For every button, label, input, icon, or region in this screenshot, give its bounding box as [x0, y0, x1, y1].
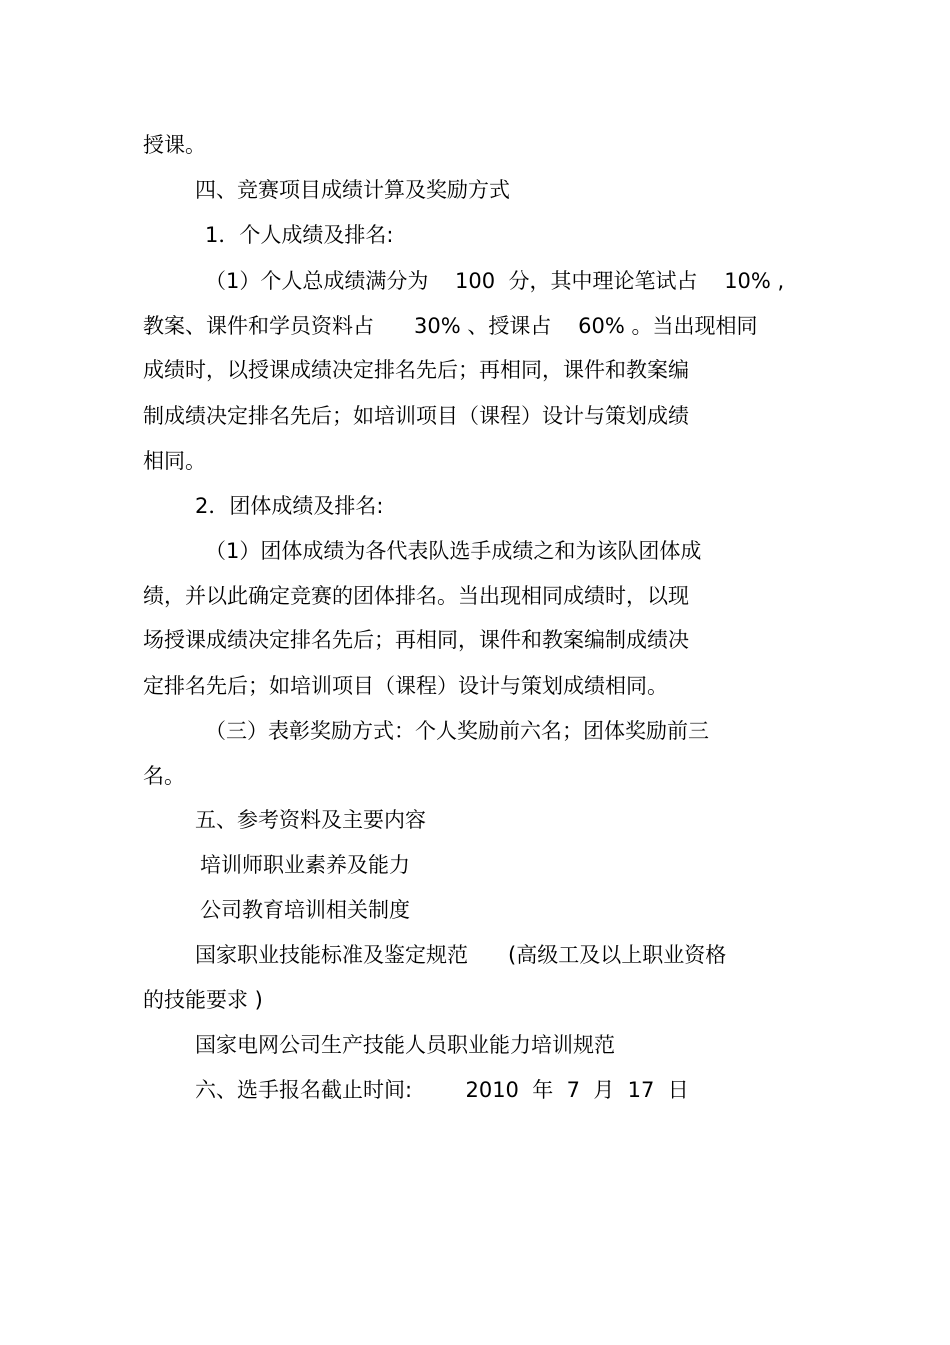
section-heading: 四、竞赛项目成绩计算及奖励方式	[195, 178, 510, 202]
paragraph-line: 场授课成绩决定排名先后；再相同，课件和教案编制成绩决	[143, 628, 689, 652]
subsection-heading: 2．团体成绩及排名:	[195, 494, 384, 518]
list-item: 国家职业技能标准及鉴定规范 (高级工及以上职业资格	[195, 943, 727, 967]
paragraph-line: （1）个人总成绩满分为 100 分，其中理论笔试占 10% ,	[205, 269, 785, 293]
paragraph-line: （1）团体成绩为各代表队选手成绩之和为该队团体成	[205, 539, 702, 563]
paragraph-line: 授课。	[143, 133, 206, 157]
section-heading: 六、选手报名截止时间: 2010 年 7 月 17 日	[195, 1078, 689, 1102]
paragraph-line: 制成绩决定排名先后；如培训项目（课程）设计与策划成绩	[143, 404, 689, 428]
paragraph-line: 绩，并以此确定竞赛的团体排名。当出现相同成绩时，以现	[143, 584, 689, 608]
list-item-continuation: 的技能要求 )	[143, 988, 263, 1012]
list-item: 公司教育培训相关制度	[200, 898, 410, 922]
paragraph-line: （三）表彰奖励方式：个人奖励前六名；团体奖励前三	[205, 719, 709, 743]
list-item: 培训师职业素养及能力	[200, 853, 410, 877]
paragraph-line: 定排名先后；如培训项目（课程）设计与策划成绩相同。	[143, 674, 668, 698]
subsection-heading: 1．个人成绩及排名:	[205, 223, 394, 247]
paragraph-line: 名。	[143, 764, 185, 788]
paragraph-line: 成绩时，以授课成绩决定排名先后；再相同，课件和教案编	[143, 358, 689, 382]
list-item: 国家电网公司生产技能人员职业能力培训规范	[195, 1033, 615, 1057]
paragraph-line: 相同。	[143, 449, 206, 473]
section-heading: 五、参考资料及主要内容	[195, 808, 426, 832]
paragraph-line: 教案、课件和学员资料占 30% 、授课占 60% 。当出现相同	[143, 314, 758, 338]
